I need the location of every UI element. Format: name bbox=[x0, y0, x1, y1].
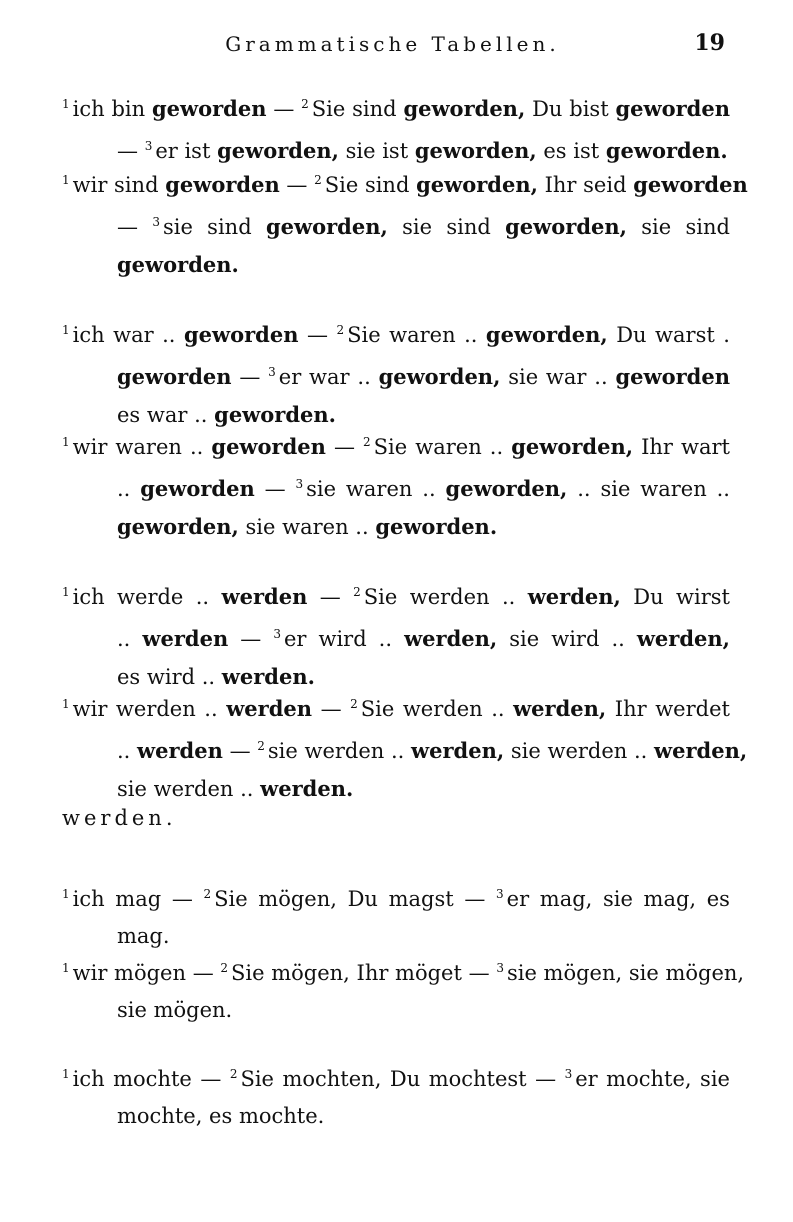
text-line: $^1$ ich mochte — $^2$ Sie mochten, Du mochtest — $^3$ er mochte, sie bbox=[62, 1067, 730, 1091]
paragraph-ich-mag bbox=[62, 876, 730, 955]
paragraph-wir-sind-geworden bbox=[62, 162, 748, 284]
text-line: sie mögen. bbox=[117, 998, 233, 1022]
text-line: $^1$ ich war .. geworden — $^2$ Sie waren .. geworden, Du warst . bbox=[62, 322, 730, 347]
text-line: geworden, sie waren .. geworden. bbox=[117, 514, 498, 539]
text-line: $^1$ ich bin geworden — $^2$ Sie sind geworden, Du bist geworden bbox=[62, 96, 730, 121]
text-line: $^1$ ich werde .. werden — $^2$ Sie werden .. werden, Du wirst bbox=[62, 584, 730, 609]
text-line: mag. bbox=[117, 924, 170, 948]
text-line: mochte, es mochte. bbox=[117, 1104, 325, 1128]
page-number: 19 bbox=[694, 30, 725, 56]
text-line: geworden. bbox=[117, 252, 239, 277]
paragraph-ich-mochte bbox=[62, 1056, 730, 1135]
text-line: $^1$ wir waren .. geworden — $^2$ Sie waren .. geworden, Ihr wart bbox=[62, 434, 730, 459]
text-line: $^1$ ich mag — $^2$ Sie mögen, Du magst — $^3$ er mag, sie mag, es bbox=[62, 887, 730, 911]
text-line: .. werden — $^2$ sie werden .. werden, sie werden .. werden, bbox=[117, 738, 748, 763]
text-line: geworden — $^3$ er war .. geworden, sie war .. geworden bbox=[117, 364, 730, 389]
paragraph-wir-waren-geworden bbox=[62, 424, 730, 546]
text-line: — $^3$ sie sind geworden, sie sind geworden, sie sind bbox=[117, 214, 730, 239]
paragraph-wir-moegen bbox=[62, 950, 745, 1029]
paragraph-ich-werde-werden bbox=[62, 574, 730, 696]
text-line: .. werden — $^3$ er wird .. werden, sie wird .. werden, bbox=[117, 626, 730, 651]
text-line: es war .. geworden. bbox=[117, 402, 336, 427]
text-line: $^1$ wir werden .. werden — $^2$ Sie werden .. werden, Ihr werdet bbox=[62, 696, 730, 721]
paragraph-wir-werden-werden bbox=[62, 686, 748, 808]
running-title: Grammatische Tabellen. bbox=[225, 32, 560, 56]
text-line: $^1$ wir mögen — $^2$ Sie mögen, Ihr möget — $^3$ sie mögen, sie mögen, bbox=[62, 961, 745, 985]
page-header bbox=[60, 28, 725, 64]
paragraph-ich-bin-geworden bbox=[62, 86, 730, 170]
text-line: — $^3$ er ist geworden, sie ist geworden, es ist geworden. bbox=[117, 138, 728, 163]
paragraph-ich-war-geworden bbox=[62, 312, 730, 434]
text-line: sie werden .. werden. bbox=[117, 776, 354, 801]
text-line: $^1$ wir sind geworden — $^2$ Sie sind geworden, Ihr seid geworden bbox=[62, 172, 748, 197]
text-line: .. geworden — $^3$ sie waren .. geworden, .. sie waren .. bbox=[117, 476, 730, 501]
section-heading-werden: werden. bbox=[62, 806, 177, 830]
text-line: es wird .. werden. bbox=[117, 664, 315, 689]
